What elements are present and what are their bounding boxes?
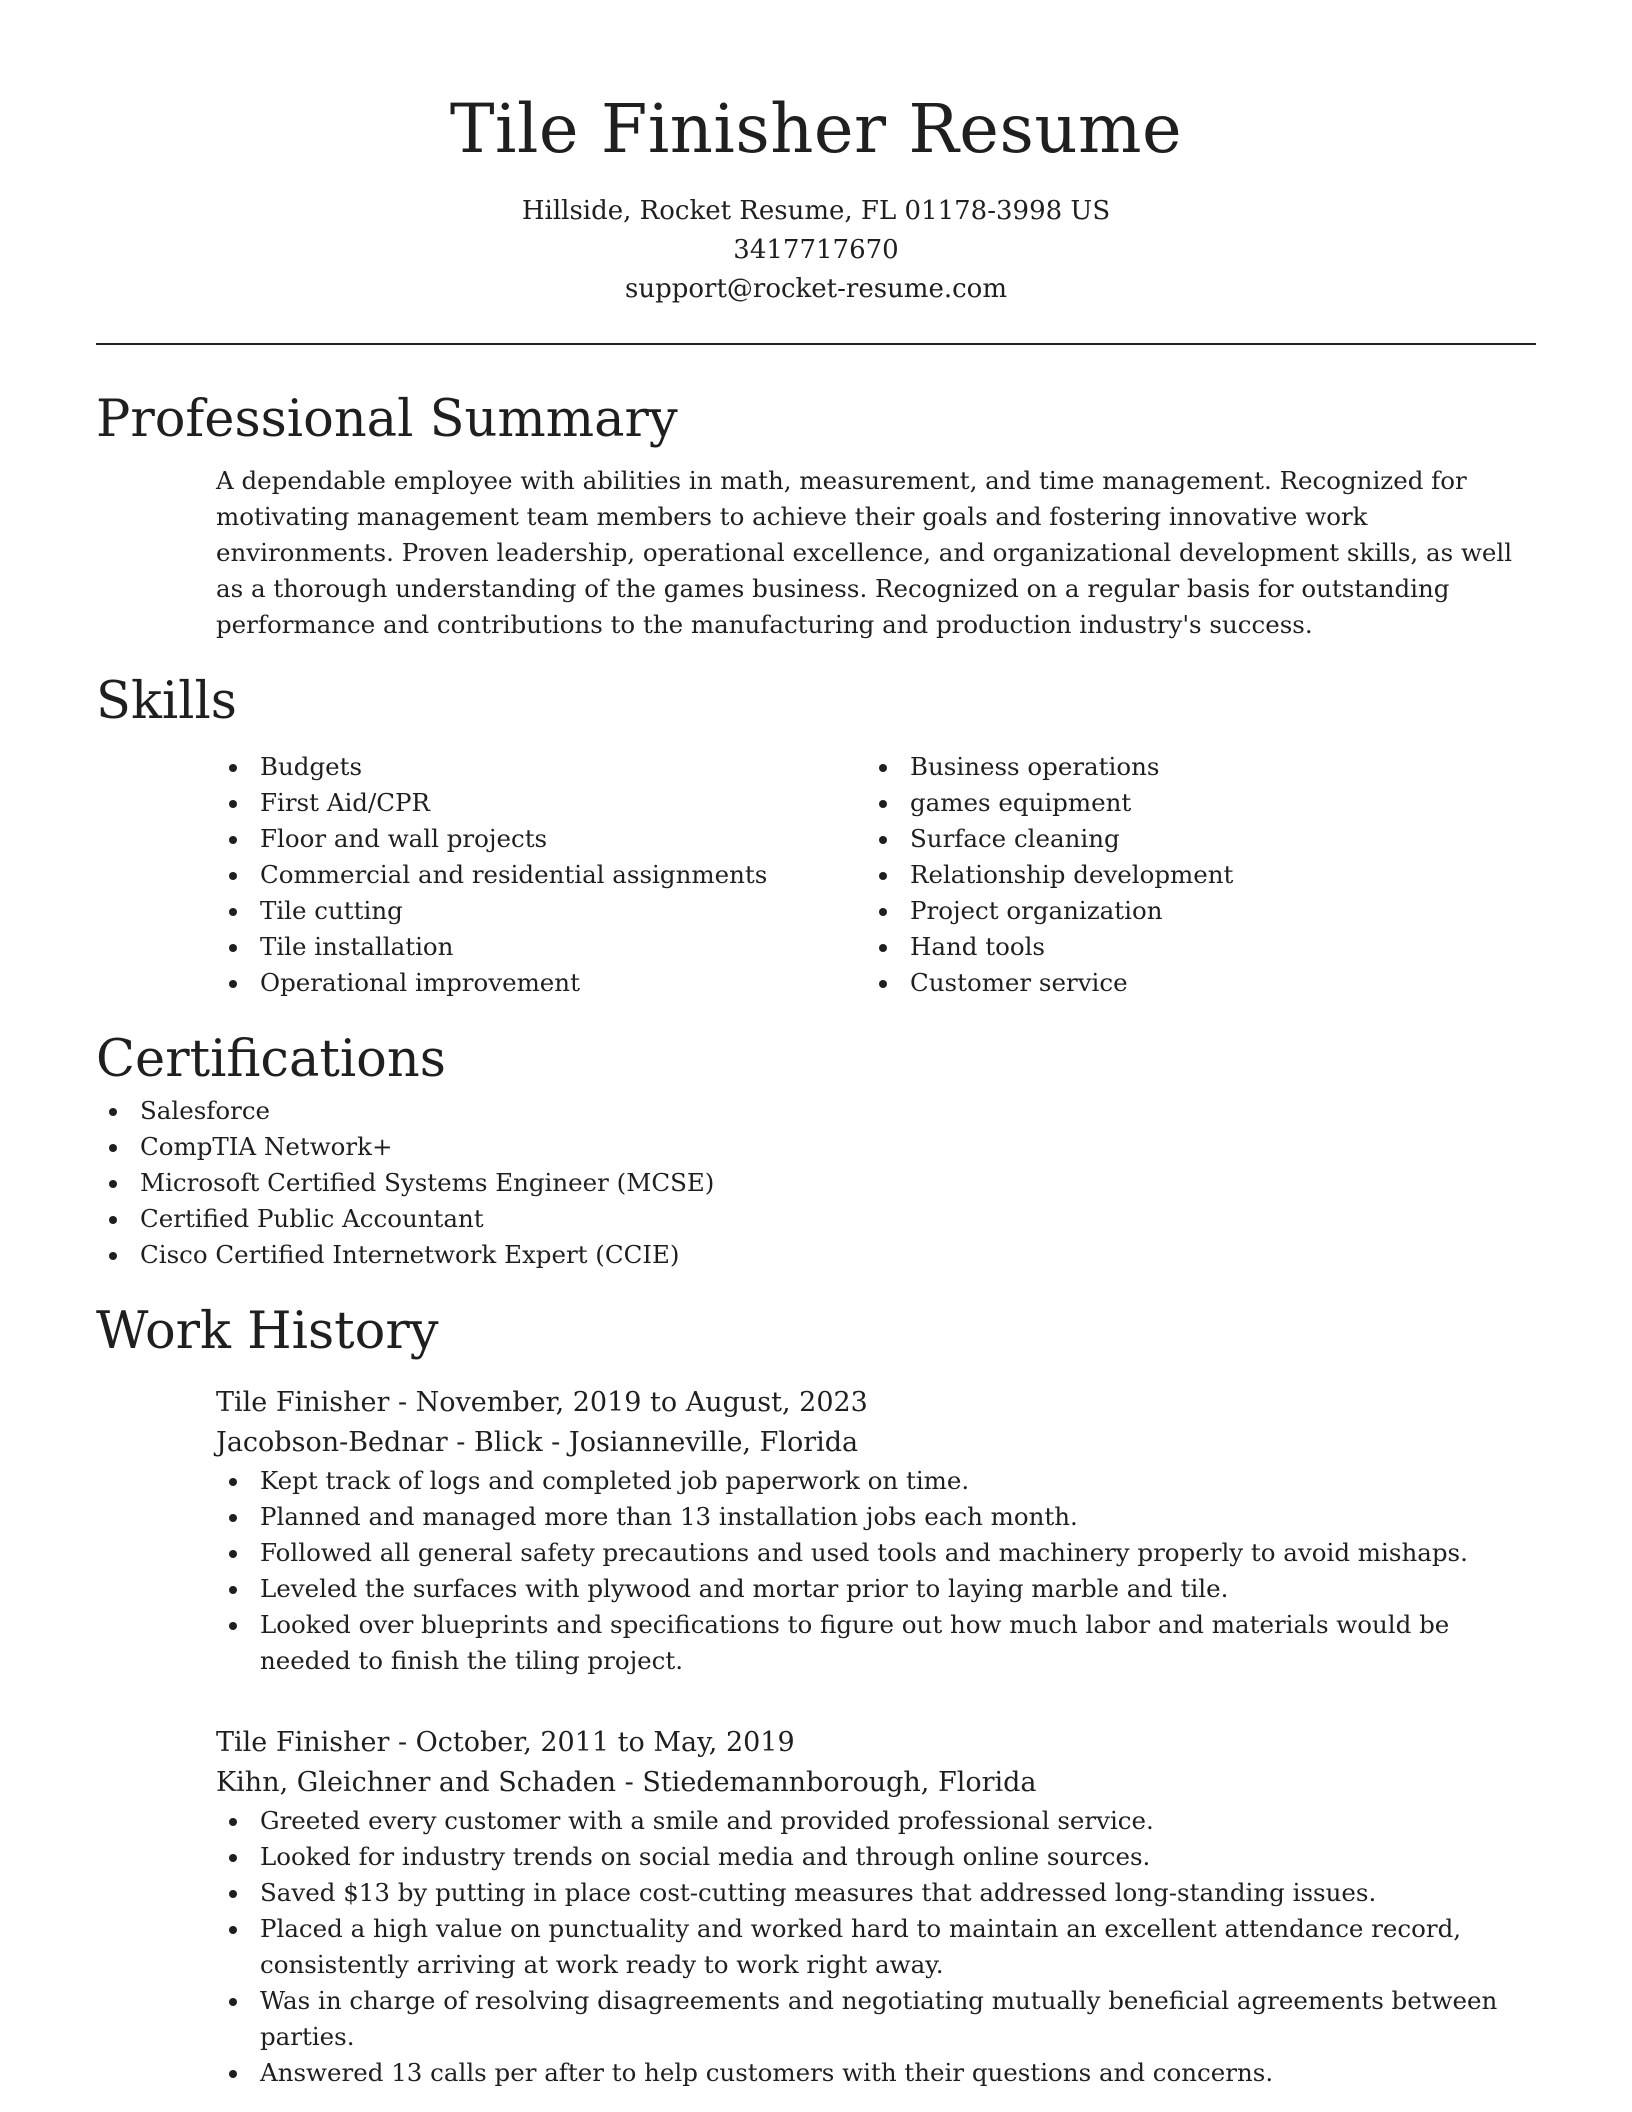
job-task-list [216, 1803, 1536, 2091]
skill-item: games equipment [866, 785, 1516, 821]
job-task-item: Followed all general safety precautions and used tools and machinery properly to avoid mishaps. [216, 1535, 1536, 1571]
job-entry [216, 1723, 1536, 2091]
skill-item: Tile cutting [216, 893, 866, 929]
job-task-item: Looked for industry trends on social media and through online sources. [216, 1839, 1536, 1875]
job-entry [216, 1383, 1536, 1679]
certification-item: Microsoft Certified Systems Engineer (MCSE) [96, 1165, 1536, 1201]
skill-item: Floor and wall projects [216, 821, 866, 857]
certifications-heading: Certifications [96, 1030, 446, 1089]
certification-item: Cisco Certified Internetwork Expert (CCIE) [96, 1237, 1536, 1273]
job-task-item: Planned and managed more than 13 installation jobs each month. [216, 1499, 1536, 1535]
certification-item: CompTIA Network+ [96, 1129, 1536, 1165]
summary-heading: Professional Summary [96, 390, 678, 449]
resume-title: Tile Finisher Resume [449, 90, 1183, 168]
skill-item: Commercial and residential assignments [216, 857, 866, 893]
resume-header [96, 0, 1536, 309]
skills-list [216, 749, 1536, 1001]
skill-item: Business operations [866, 749, 1516, 785]
job-task-item: Was in charge of resolving disagreements and negotiating mutually beneficial agreements between parties. [216, 1983, 1536, 2055]
skill-item: Relationship development [866, 857, 1516, 893]
skill-item: Budgets [216, 749, 866, 785]
certification-item: Certified Public Accountant [96, 1201, 1536, 1237]
skill-item: Hand tools [866, 929, 1516, 965]
skills-column-right [866, 749, 1516, 1001]
contact-block [96, 192, 1536, 309]
skill-item: Project organization [866, 893, 1516, 929]
job-task-item: Looked over blueprints and specifications to figure out how much labor and materials would be needed to finish the tiling project. [216, 1607, 1536, 1679]
job-task-item: Greeted every customer with a smile and provided professional service. [216, 1803, 1536, 1839]
skill-item: First Aid/CPR [216, 785, 866, 821]
job-task-item: Kept track of logs and completed job paperwork on time. [216, 1463, 1536, 1499]
header-divider [96, 343, 1536, 345]
work-history-heading: Work History [96, 1302, 439, 1361]
job-task-list [216, 1463, 1536, 1679]
certification-item: Salesforce [96, 1093, 1536, 1129]
job-company-location: Kihn, Gleichner and Schaden - Stiedemannborough, Florida [216, 1767, 1037, 1798]
job-task-item: Leveled the surfaces with plywood and mortar prior to laying marble and tile. [216, 1571, 1536, 1607]
skill-item: Tile installation [216, 929, 866, 965]
job-task-item: Saved $13 by putting in place cost-cutting measures that addressed long-standing issues. [216, 1875, 1536, 1911]
job-task-item: Placed a high value on punctuality and worked hard to maintain an excellent attendance record, consistently arriving at work ready to work right away. [216, 1911, 1536, 1983]
skills-column-left [216, 749, 866, 1001]
job-task-item: Answered 13 calls per after to help customers with their questions and concerns. [216, 2055, 1536, 2091]
contact-address: Hillside, Rocket Resume, FL 01178-3998 US [521, 196, 1111, 226]
skills-heading: Skills [96, 672, 237, 731]
job-title-dates: Tile Finisher - October, 2011 to May, 2019 [216, 1727, 795, 1758]
job-company-location: Jacobson-Bednar - Blick - Josianneville, Florida [216, 1427, 859, 1458]
contact-phone: 3417717670 [733, 235, 899, 265]
job-title-dates: Tile Finisher - November, 2019 to August, 2023 [216, 1387, 868, 1418]
skill-item: Operational improvement [216, 965, 866, 1001]
contact-email: support@rocket-resume.com [624, 274, 1007, 304]
certifications-list [96, 1093, 1536, 1273]
skill-item: Surface cleaning [866, 821, 1516, 857]
skill-item: Customer service [866, 965, 1516, 1001]
summary-text: A dependable employee with abilities in math, measurement, and time management. Recognized for motivating management team members to achieve their goals and fostering innovative work environments. Proven leadership, operational excellence, and organizational development skills, as well as a thorough understanding of the games business. Recognized on a regular basis for outstanding performance and contributions to the manufacturing and production industry's success. [216, 466, 1513, 639]
